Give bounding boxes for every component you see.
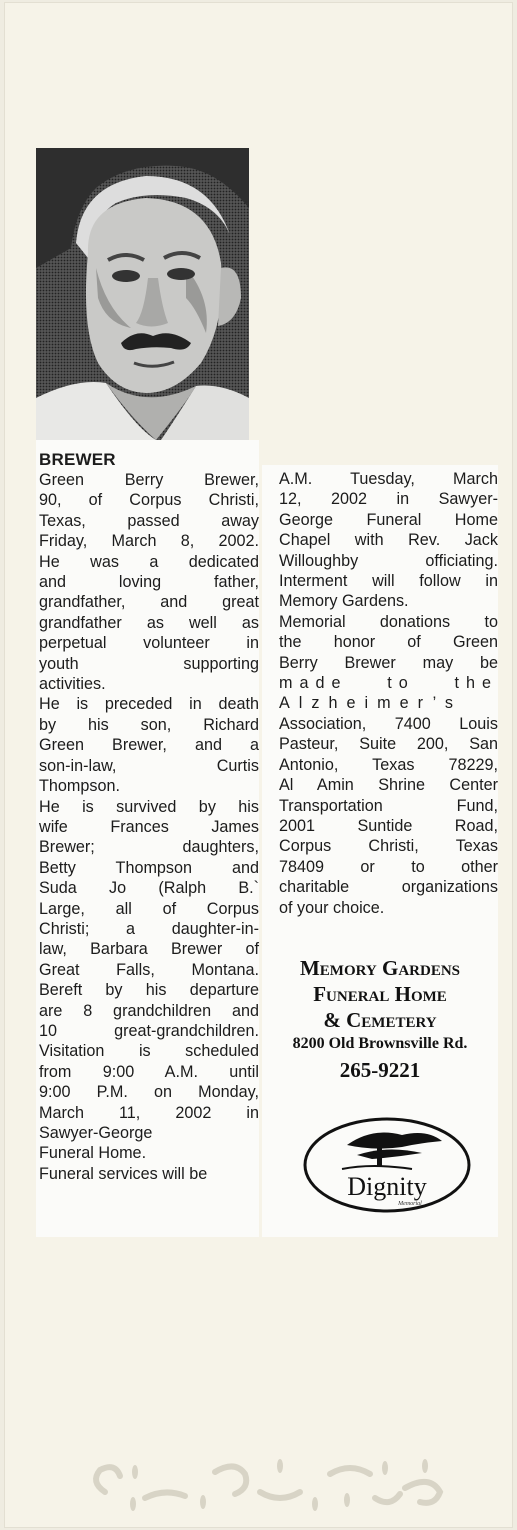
obituary-line: Great Falls, Montana. [39, 960, 259, 979]
obituary-line: Green Brewer, and a [39, 736, 259, 755]
obituary-line: are 8 grandchildren and [39, 1001, 259, 1020]
obituary-line: grandfather, and great [39, 593, 259, 612]
obituary-line: wife Frances James [39, 817, 259, 836]
obituary-line: made to the [279, 674, 498, 693]
obituary-line: Brewer; daughters, [39, 838, 259, 857]
logo-subtext: Memorial [398, 1201, 422, 1207]
ad-business-name: Memory Gardens [299, 956, 461, 980]
obituary-line: He is preceded in death [39, 695, 259, 714]
obituary-line: Funeral Home. [39, 1144, 147, 1163]
obituary-line: Green Berry Brewer, [39, 471, 259, 489]
obituary-line: 90, of Corpus Christi, [39, 491, 259, 510]
obituary-line: Association, 7400 Louis [279, 714, 498, 733]
obituary-line: youth supporting [39, 654, 259, 673]
obituary-line: perpetual volunteer in [39, 634, 259, 653]
obituary-line: Bereft by his departure [39, 981, 259, 1000]
obituary-line: from 9:00 A.M. until [39, 1062, 259, 1081]
obituary-line: 78409 or to other [279, 857, 498, 876]
logo-text: Dignity [347, 1172, 427, 1201]
obituary-line: Sawyer-George [39, 1124, 153, 1142]
obituary-line: Chapel with Rev. Jack [279, 531, 498, 550]
decorative-cutout-border [85, 1452, 445, 1514]
obituary-line: 9:00 P.M. on Monday, [39, 1083, 259, 1102]
obituary-line: of your choice. [279, 898, 385, 917]
obituary-line: son-in-law, Curtis [39, 756, 259, 775]
obituary-line: and loving father, [39, 573, 259, 592]
obituary-heading: BREWER [39, 450, 116, 469]
portrait-photo [36, 148, 249, 440]
ad-address: 8200 Old Brownsville Rd. [292, 1035, 468, 1052]
obituary-line: 2001 Suntide Road, [279, 816, 498, 835]
obituary-line: grandfather as well as [39, 613, 259, 632]
dignity-logo [302, 1115, 472, 1220]
obituary-line: He is survived by his [39, 797, 259, 816]
obituary-line: by his son, Richard [39, 715, 259, 734]
obituary-line: charitable organizations [279, 878, 498, 897]
obituary-line: Transportation Fund, [279, 796, 498, 815]
ad-cemetery: & Cemetery [323, 1008, 437, 1032]
obituary-line: Pasteur, Suite 200, San [279, 735, 498, 754]
obituary-line: Alzheimer’s [279, 694, 462, 713]
obituary-line: 12, 2002 in Sawyer- [279, 490, 498, 509]
ad-business-type: Funeral Home [313, 982, 447, 1006]
obituary-line: law, Barbara Brewer of [39, 940, 259, 959]
obituary-line: activities. [39, 675, 106, 694]
obituary-line: Betty Thompson and [39, 858, 259, 877]
obituary-line: 10 great-grandchildren. [39, 1021, 259, 1040]
obituary-line: Memorial donations to [279, 612, 498, 631]
obituary-line: the honor of Green [279, 633, 498, 652]
tree-icon [342, 1133, 442, 1169]
obituary-line: Visitation is scheduled [39, 1042, 259, 1061]
obituary-line: Memory Gardens. [279, 592, 409, 611]
ad-phone: 265-9221 [339, 1058, 421, 1082]
obituary-line: Large, all of Corpus [39, 899, 259, 918]
obituary-line: Corpus Christi, Texas [279, 837, 498, 856]
obituary-line: Interment will follow in [279, 572, 498, 591]
obituary-line: George Funeral Home [279, 510, 498, 529]
funeral-home-ad [262, 955, 498, 1085]
obituary-line: Berry Brewer may be [279, 653, 498, 672]
obituary-line: Willoughby officiating. [279, 551, 498, 570]
obituary-line: Texas, passed away [39, 511, 259, 530]
obituary-line: Antonio, Texas 78229, [279, 755, 498, 774]
obituary-line: A.M. Tuesday, March [279, 470, 498, 488]
obituary-line: Suda Jo (Ralph B.` [39, 879, 259, 898]
obituary-line: March 11, 2002 in [39, 1103, 259, 1122]
obituary-column-left [36, 440, 259, 1237]
obituary-line: Funeral services will be [39, 1164, 208, 1183]
obituary-line: Christi; a daughter-in- [39, 919, 259, 938]
obituary-line: He was a dedicated [39, 552, 259, 571]
obituary-line: Friday, March 8, 2002. [39, 532, 259, 551]
obituary-line: Thompson. [39, 777, 120, 796]
obituary-line: Al Amin Shrine Center [279, 776, 498, 795]
